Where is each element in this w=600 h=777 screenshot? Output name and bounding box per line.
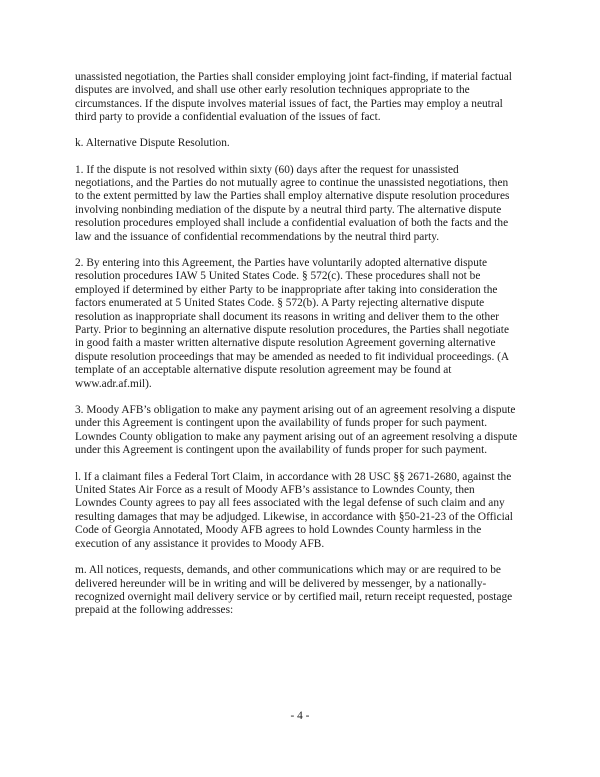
paragraph-fact-finding: unassisted negotiation, the Parties shall consider employing joint fact-finding, if material factual disputes are involved, and shall use other early resolution techniques appropriate to the circumstances. If the dispute involves material issues of fact, the Parties may employ a neutral third party to provide a confidential evaluation of the issues of fact. — [75, 71, 512, 124]
paragraph-l-federal-tort-claim: l. If a claimant files a Federal Tort Claim, in accordance with 28 USC §§ 2671-2680, against the United States Air Force as a result of Moody AFB’s assistance to Lowndes County, then Lowndes County agrees to pay all fees associated with the legal defense of such claim and any resulting damages that may be adjudged. Likewise, in accordance with §50-21-23 of the Official Code of Georgia Annotated, Moody AFB agrees to hold Lowndes County harmless in the execution of any assistance it provides to Moody AFB. — [75, 470, 513, 550]
paragraph-1-unresolved-dispute: 1. If the dispute is not resolved within sixty (60) days after the request for unassisted negotiations, and the Parties do not mutually agree to continue the unassisted negotiations, then to the extent permitted by law the Parties shall employ alternative dispute resolution procedures involving nonbinding mediation of the dispute by a neutral third party. The alternative dispute resolution procedures employed shall include a confidential evaluation of both the facts and the law and the issuance of confidential recommendations by the neutral third party. — [75, 163, 510, 243]
section-heading-alternative-dispute-resolution: k. Alternative Dispute Resolution. — [75, 137, 230, 150]
paragraph-2-adr-procedures: 2. By entering into this Agreement, the Parties have voluntarily adopted alternative dispute resolution procedures IAW 5 United States Code. § 572(c). These procedures shall not be employed if determined by either Party to be inappropriate after taking into consideration the factors enumerated at 5 United States Code. § 572(b). A Party rejecting alternative dispute resolution as inappropriate shall document its reasons in writing and deliver them to the other Party. Prior to beginning an alternative dispute resolution procedures, the Parties shall negotiate in good faith a master written alternative dispute resolution Agreement governing alternative dispute resolution proceedings that may be amended as needed to fit individual proceedings. (A template of an acceptable alternative dispute resolution agreement may be found at www.adr.af.mil). — [75, 256, 510, 390]
document-body — [75, 71, 537, 618]
paragraph-3-payment-obligation: 3. Moody AFB’s obligation to make any payment arising out of an agreement resolving a dispute under this Agreement is contingent upon the availability of funds proper for such payment. Lowndes County obligation to make any payment arising out of an agreement resolving a dispute under this Agreement is contingent upon the availability of funds proper for such payment. — [75, 404, 518, 457]
page-number: - 4 - — [290, 710, 310, 722]
paragraph-m-notices: m. All notices, requests, demands, and other communications which may or are required to be delivered hereunder will be in writing and will be delivered by messenger, by a nationally- recognized overnight mail delivery service or by certified mail, return receipt requested, postage prepaid at the following addresses: — [75, 564, 513, 617]
